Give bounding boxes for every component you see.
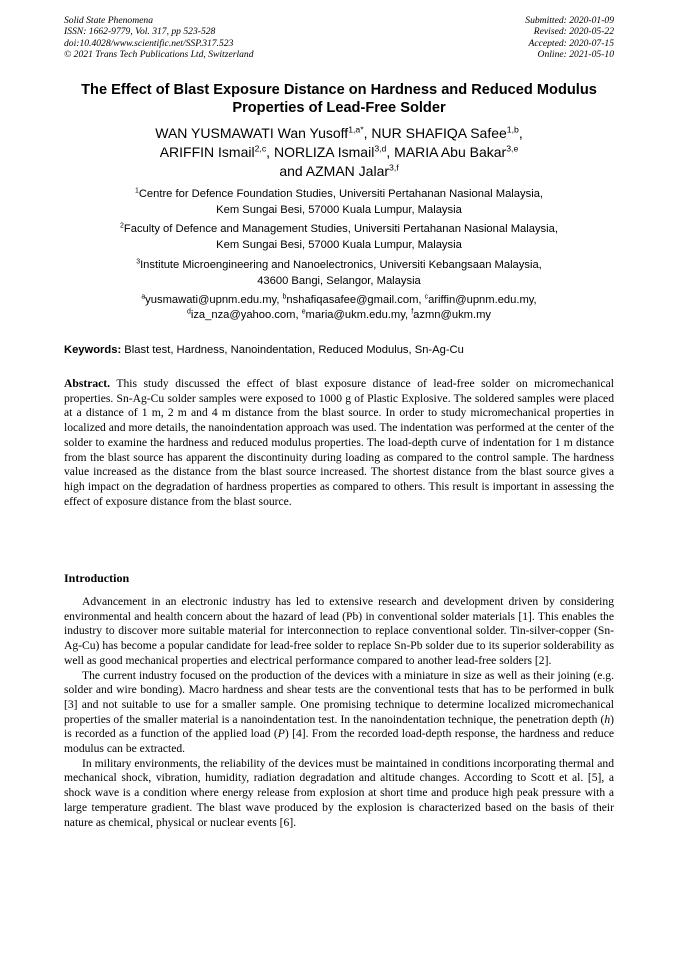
paragraph: The current industry focused on the production of the devices with a miniature in size as well as their joining (e.g. solder and wire bonding). Macro hardness and shear tests are the conventional tests that has to be performed in bulk [3] and not suitable to use for a smaller sample. One promising technique to determine localized micromechanical properties of the smaller material is a nanoindentation test. In the nanoindentation technique, the penetration depth (h) is recorded as a function of the applied load (P) [4]. From the recorded load-depth response, the hardness and reduce modulus can be extracted. xyxy=(64,668,615,756)
author-name: NORLIZA Ismail xyxy=(273,144,375,160)
affiliation-3: $^3$Institute Microengineering and Nanoelectronics, Universiti Kebangsaan Malaysia, 43600 Bangi, Selangor, Malaysia xyxy=(136,258,542,287)
author-sup: 1,a* xyxy=(348,124,364,135)
paragraph: Advancement in an electronic industry has led to extensive research and development driven by considering environmental and health concern about the hazard of lead (Pb) in conventional solder materials [1]. This enables the industry to discover more suitable material for interconnection to replace conventional solder. Tin-silver-copper (Sn-Ag-Cu) has become a popular candidate for lead-free solder to replace Sn-Pb solder due to its superior solderability as well as good mechanical properties and electrical performance compared to another lead-free solders [2]. xyxy=(64,595,614,667)
revised-date: Revised: 2020-05-22 xyxy=(533,26,614,38)
email-link[interactable]: azmn@ukm.my xyxy=(413,309,492,321)
author-name: WAN YUSMAWATI Wan Yusoff xyxy=(155,125,349,141)
author-sup: 3,f xyxy=(389,162,399,173)
abstract xyxy=(64,377,614,509)
email-link[interactable]: maria@ukm.edu.my, xyxy=(305,309,412,321)
abstract-label: Abstract. xyxy=(64,377,111,390)
author-sup: 3,e xyxy=(506,143,519,154)
email-link[interactable]: iza_nza@yahoo.com, xyxy=(190,309,302,321)
author-sup: 1,b xyxy=(506,124,519,135)
section-heading: Introduction xyxy=(64,571,130,585)
author-list: WAN YUSMAWATI Wan Yusoff$^{1,a*}$, NUR SHAFIQA Safee$^{1,b}$, ARIFFIN Ismail$^{2,c}$, NORLIZA Ismail$^{3,d}$, MARIA Abu Bakar$^{3,e}$ and AZMAN Jalar$^{3,f}$ xyxy=(155,124,523,179)
keywords-label: Keywords: xyxy=(64,344,122,356)
keywords-text: Blast test, Hardness, Nanoindentation, Reduced Modulus, Sn-Ag-Cu xyxy=(121,344,464,356)
author-name: ARIFFIN Ismail xyxy=(159,144,255,160)
email-link[interactable]: yusmawati@upnm.edu.my, xyxy=(145,294,283,306)
email-link[interactable]: nshafiqasafee@gmail.com, xyxy=(286,294,425,306)
submitted-date: Submitted: 2020-01-09 xyxy=(525,15,614,26)
paper-title: The Effect of Blast Exposure Distance on Hardness and Reduced Modulus Properties of Lead-Free Solder xyxy=(81,82,597,116)
journal-doi: doi:10.4028/www.scientific.net/SSP.317.523 xyxy=(64,37,234,49)
journal-name: Solid State Phenomena xyxy=(64,15,153,26)
abstract-text: This study discussed the effect of blast exposure distance of lead-free solder on micromechanical properties. Sn-Ag-Cu solder samples were exposed to 1000 g of Plastic Explosive. The soldered samples were placed at a distance of 1 m, 2 m and 4 m distance from the blast source. In order to study micromechanical properties in localized and more details, the nanoindentation approach was used. The indentation was performed at the center of the solder to examine the hardness and reduced modulus properties. The load-depth curve of indentation for 1 m distance from the blast source has apparent the discontinuity during loading as compared to the control sample. The hardness value increased as the distance from the blast source increased. The shortest distance from the blast source gives a high impact on the degradation of hardness properties as compared to others. This result is important in assessing the effect of exposure distance from the blast source. xyxy=(64,377,614,508)
keywords xyxy=(64,343,614,358)
affiliation-2: $^2$Faculty of Defence and Management Studies, Universiti Pertahanan Nasional Malaysia, Kem Sungai Besi, 57000 Kuala Lumpur, Malaysia xyxy=(120,222,558,251)
author-name: NUR SHAFIQA Safee xyxy=(371,125,507,141)
publication-dates xyxy=(525,15,614,60)
introduction-body xyxy=(64,595,614,830)
author-name: and AZMAN Jalar xyxy=(279,163,390,179)
author-sup: 2,c xyxy=(254,143,267,154)
author-emails: $^a$yusmawati@upnm.edu.my, $^b$nshafiqasafee@gmail.com, $^c$ariffin@upnm.edu.my, $^d$iza_nza@yahoo.com, $^e$maria@ukm.edu.my, $^f$azmn@ukm.my xyxy=(141,293,537,321)
paragraph: In military environments, the reliability of the devices must be maintained in conditions incorporating thermal and mechanical shock, vibration, humidity, radiation degradation and altitude changes. According to Scott et al. [5], a shock wave is a condition where energy release from explosion at short time and produce high peak pressure with a large temperature gradient. The blast wave produced by the explosion is characterized based on the basis of their nature as chemical, physical or nuclear events [6]. xyxy=(64,756,614,829)
journal-info xyxy=(64,15,254,60)
online-date: Online: 2021-05-10 xyxy=(537,48,614,60)
journal-copyright: © 2021 Trans Tech Publications Ltd, Switzerland xyxy=(64,48,254,60)
journal-issn: ISSN: 1662-9779, Vol. 317, pp 523-528 xyxy=(64,26,216,38)
accepted-date: Accepted: 2020-07-15 xyxy=(528,37,614,49)
author-sup: 3,d xyxy=(374,143,387,154)
email-link[interactable]: ariffin@upnm.edu.my, xyxy=(428,294,537,306)
author-name: MARIA Abu Bakar xyxy=(394,144,507,160)
affiliation-1: $^1$Centre for Defence Foundation Studies, Universiti Pertahanan Nasional Malaysia, Kem Sungai Besi, 57000 Kuala Lumpur, Malaysia xyxy=(134,187,544,216)
